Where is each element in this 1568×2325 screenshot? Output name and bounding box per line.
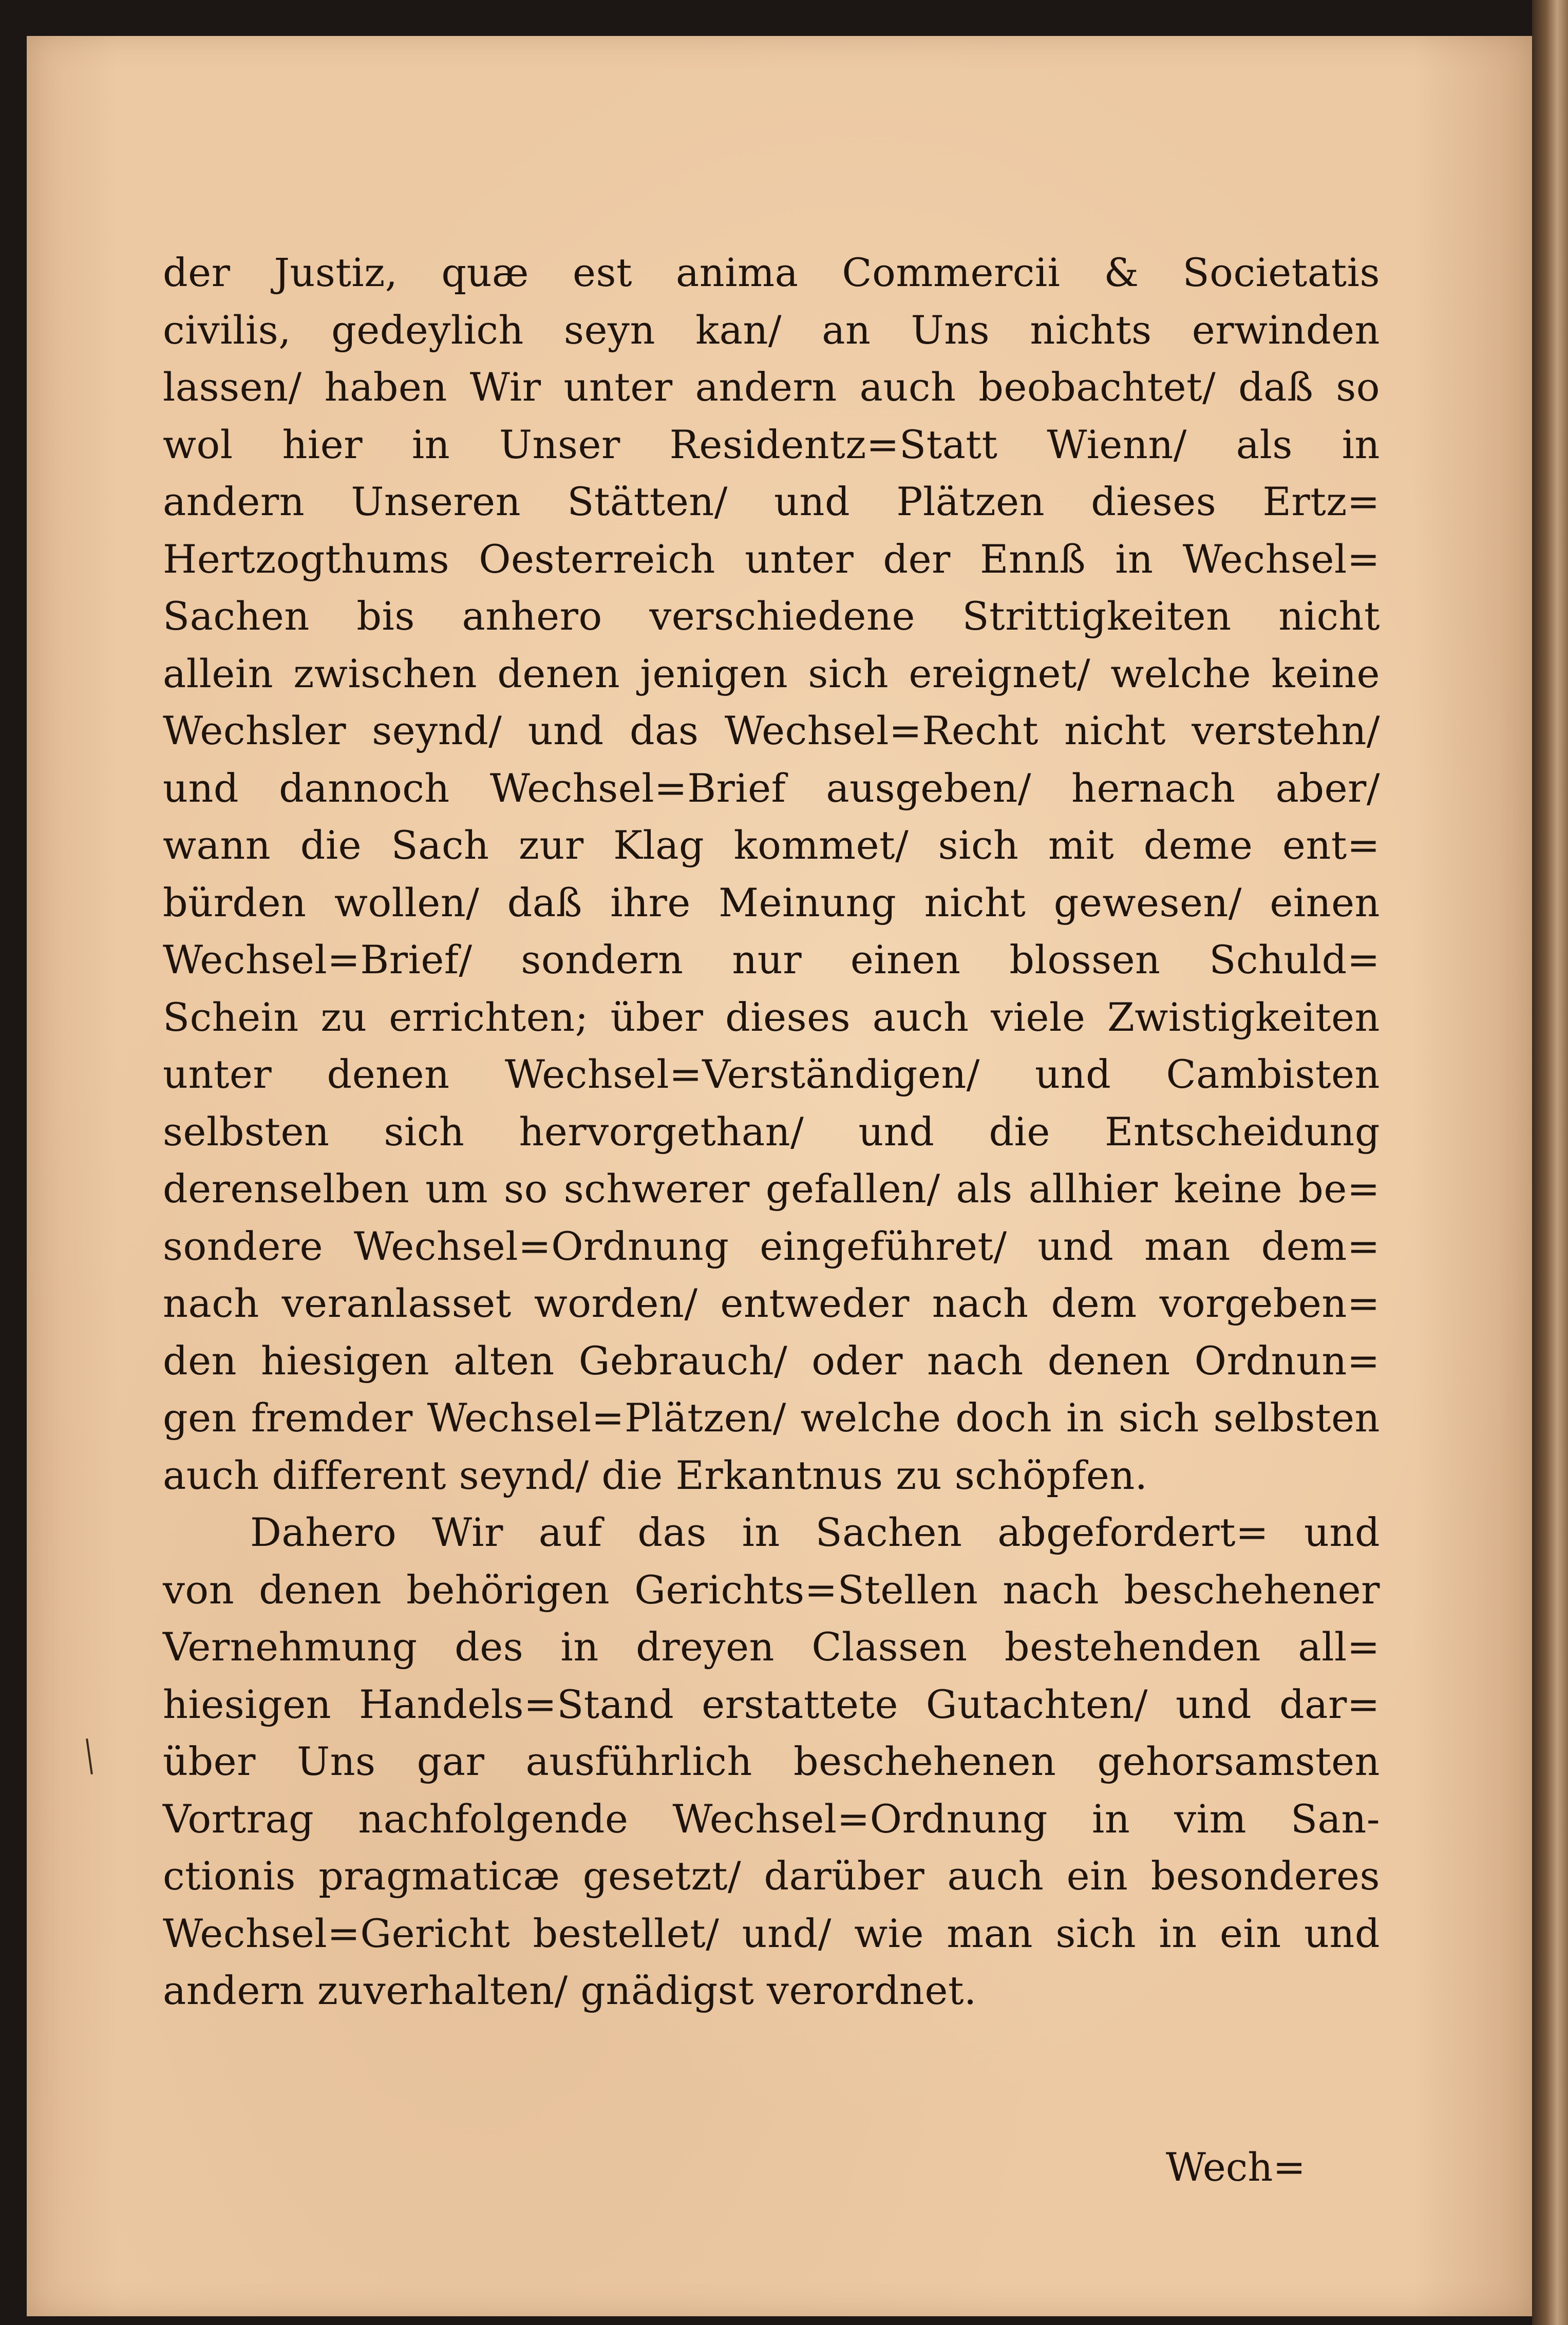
text-line: Wechsel=Brief/ sondern nur einen blossen Schuld= — [163, 937, 1380, 982]
catchword: Wech= — [1165, 2144, 1306, 2190]
text-line: und dannoch Wechsel=Brief ausgeben/ hernach aber/ — [163, 765, 1380, 811]
text-line: gen fremder Wechsel=Plätzen/ welche doch in sich selbsten — [163, 1395, 1380, 1441]
text-line: ctionis pragmaticæ gesetzt/ darüber auch ein besonderes — [163, 1853, 1380, 1899]
text-line: allein zwischen denen jenigen sich ereignet/ welche keine — [163, 650, 1380, 696]
text-line: andern zuverhalten/ gnädigst verordnet. — [163, 1968, 977, 2013]
text-line: der Justiz, quæ est anima Commercii & Societatis — [163, 250, 1380, 295]
text-line: Vernehmung des in dreyen Classen bestehenden all= — [163, 1624, 1380, 1670]
text-line: bürden wollen/ daß ihre Meinung nicht gewesen/ einen — [163, 879, 1380, 925]
text-line: selbsten sich hervorgethan/ und die Entscheidung — [163, 1108, 1380, 1155]
body-text — [163, 244, 1380, 2019]
text-line: Wechsler seynd/ und das Wechsel=Recht nicht verstehn/ — [163, 708, 1380, 753]
text-line: andern Unseren Stätten/ und Plätzen dieses Ertz= — [163, 479, 1380, 524]
text-line: hiesigen Handels=Stand erstattete Gutachten/ und dar= — [163, 1681, 1380, 1727]
text-line: civilis, gedeylich seyn kan/ an Uns nichts erwinden — [163, 307, 1380, 353]
text-line: nach veranlasset worden/ entweder nach dem vorgeben= — [163, 1280, 1380, 1326]
margin-mark — [86, 1738, 93, 1774]
text-line: lassen/ haben Wir unter andern auch beobachtet/ daß so — [163, 364, 1380, 410]
text-line: wol hier in Unser Residentz=Statt Wienn/ als in — [163, 421, 1380, 467]
text-line: Wechsel=Gericht bestellet/ und/ wie man sich in ein und — [163, 1910, 1380, 1956]
text-line: Hertzogthums Oesterreich unter der Ennß in Wechsel= — [163, 536, 1380, 582]
text-line: Schein zu errichten; über dieses auch viele Zwistigkeiten — [163, 994, 1380, 1040]
text-line: sondere Wechsel=Ordnung eingeführet/ und man dem= — [163, 1223, 1380, 1269]
text-line: auch different seynd/ die Erkantnus zu schöpfen. — [163, 1452, 1148, 1498]
document-page — [27, 36, 1534, 2316]
text-line: Sachen bis anhero verschiedene Strittigkeiten nicht — [163, 593, 1380, 639]
paragraph-start-line: Dahero Wir auf das in Sachen abgefordert= und — [250, 1509, 1380, 1555]
text-line: derenselben um so schwerer gefallen/ als allhier keine be= — [163, 1166, 1380, 1212]
text-line: den hiesigen alten Gebrauch/ oder nach denen Ordnun= — [163, 1337, 1380, 1384]
text-line: Vortrag nachfolgende Wechsel=Ordnung in vim San- — [163, 1795, 1380, 1842]
text-line: von denen behörigen Gerichts=Stellen nach beschehener — [163, 1566, 1380, 1613]
text-line: über Uns gar ausführlich beschehenen gehorsamsten — [163, 1738, 1380, 1784]
book-edge — [1532, 0, 1568, 2325]
text-line: wann die Sach zur Klag kommet/ sich mit deme ent= — [163, 822, 1380, 868]
text-line: unter denen Wechsel=Verständigen/ und Cambisten — [163, 1051, 1380, 1097]
